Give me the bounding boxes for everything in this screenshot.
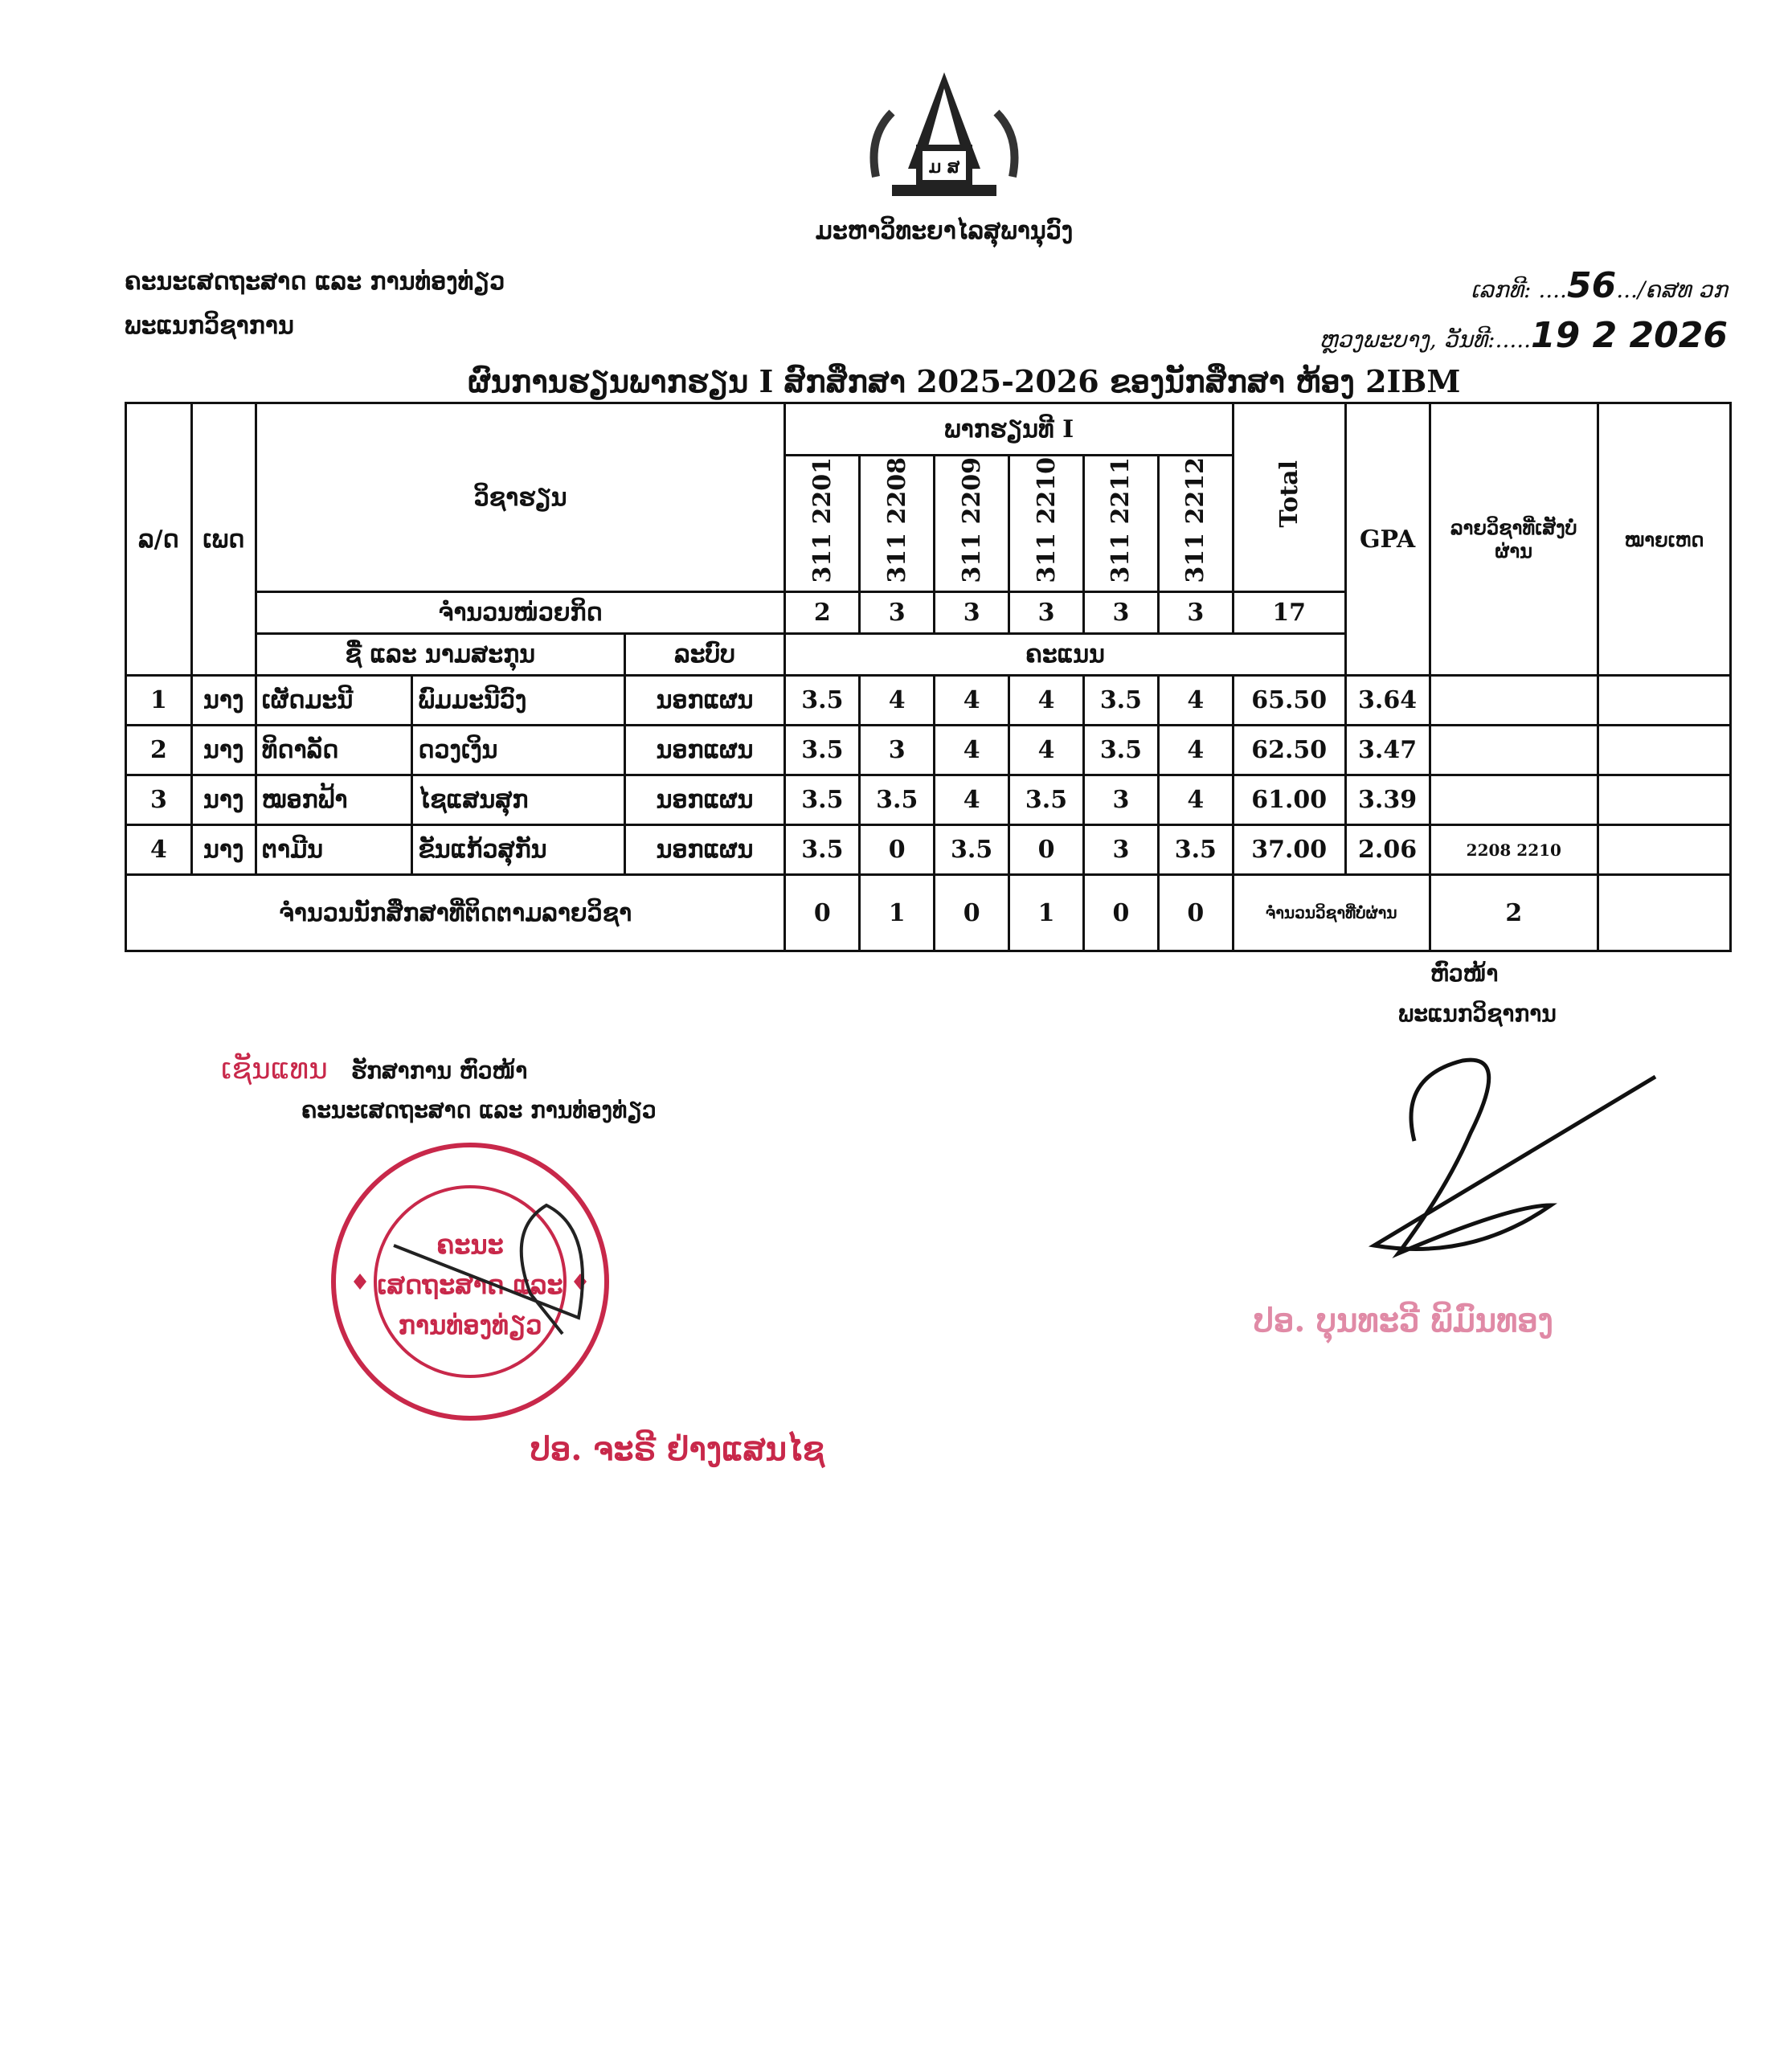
- left-sign-faculty: ຄະນະເສດຖະສາດ ແລະ ການທ່ອງທ່ຽວ: [301, 1097, 657, 1123]
- course-code-text: 311 2212: [1181, 457, 1210, 583]
- row-score: 3.5: [785, 775, 860, 825]
- summary-value: 1: [860, 875, 935, 951]
- row-no: 2: [126, 726, 192, 775]
- logo-text: ມ ສ: [928, 157, 960, 178]
- row-score: 3.5: [785, 676, 860, 726]
- row-failed-subjects: 2208 2210: [1430, 825, 1598, 875]
- credit-value: 3: [1009, 592, 1084, 634]
- header-subject: ວິຊາຮຽນ: [256, 403, 785, 592]
- row-gender: ນາງ: [191, 676, 256, 726]
- row-last-name: ຂັນແກ້ວສຸກັນ: [412, 825, 624, 875]
- row-score: 4: [860, 676, 935, 726]
- row-score: 4: [1158, 676, 1233, 726]
- credit-value: 3: [935, 592, 1009, 634]
- on-behalf-label: ເຊັນແທນ: [221, 1053, 328, 1086]
- row-first-name: ເຜັດມະນີ: [256, 676, 412, 726]
- row-score: 3.5: [785, 825, 860, 875]
- row-note: [1598, 825, 1731, 875]
- faculty-name: ຄະນະເສດຖະສາດ ແລະ ການທ່ອງທ່ຽວ: [125, 268, 505, 296]
- row-plan: ນອກແຜນ: [624, 775, 785, 825]
- course-code-text: 311 2209: [957, 457, 986, 583]
- failed-count-label: ຈຳນວນວິຊາທີ່ບໍ່ຜ່ານ: [1233, 875, 1430, 951]
- row-score: 4: [935, 726, 1009, 775]
- grades-table: [125, 402, 1732, 952]
- row-total: 37.00: [1233, 825, 1345, 875]
- university-name: ມະຫາວິທະຍາໄລສຸພານຸວົງ: [815, 217, 1074, 245]
- course-code: [1158, 456, 1233, 592]
- department-name: ພະແນກວິຊາການ: [125, 312, 294, 340]
- row-score: 4: [1009, 676, 1084, 726]
- row-first-name: ໝອກຟ້າ: [256, 775, 412, 825]
- summary-note: [1598, 875, 1731, 951]
- stamp-line2: ເສດຖະສາດ ແລະ: [377, 1270, 563, 1300]
- row-failed-subjects: [1430, 676, 1598, 726]
- row-gpa: 3.47: [1345, 726, 1430, 775]
- table-row: [126, 825, 1731, 875]
- stamp-line3: ການທ່ອງທ່ຽວ: [398, 1310, 542, 1340]
- document-date: ຫຼວງພະບາງ, ວັນທີ:.....19 2 2026: [1319, 315, 1728, 356]
- row-score: 3.5: [1158, 825, 1233, 875]
- row-score: 0: [1009, 825, 1084, 875]
- row-score: 4: [1158, 775, 1233, 825]
- summary-value: 0: [935, 875, 1009, 951]
- row-failed-subjects: [1430, 726, 1598, 775]
- row-no: 3: [126, 775, 192, 825]
- row-score: 4: [1158, 726, 1233, 775]
- row-score: 3: [1083, 775, 1158, 825]
- row-score: 3.5: [1009, 775, 1084, 825]
- row-total: 61.00: [1233, 775, 1345, 825]
- header-total-text: Total: [1274, 460, 1303, 528]
- course-code-text: 311 2211: [1107, 457, 1135, 583]
- table-row: [126, 775, 1731, 825]
- summary-label: ຈຳນວນນັກສຶກສາທີ່ຕິດຕາມລາຍວິຊາ: [126, 875, 785, 951]
- page-title: ຜົນການຮຽນພາກຮຽນ I ສົກສຶກສາ 2025-2026 ຂອງນັກສຶກສາ ຫ້ອງ 2IBM: [468, 363, 1461, 399]
- university-emblem: [860, 64, 1029, 213]
- failed-count: 2: [1430, 875, 1598, 951]
- summary-value: 0: [1083, 875, 1158, 951]
- credit-value: 3: [1158, 592, 1233, 634]
- row-failed-subjects: [1430, 775, 1598, 825]
- credits-total: 17: [1233, 592, 1345, 634]
- row-first-name: ທິດາລັດ: [256, 726, 412, 775]
- left-sign-name: ປອ. ຈະຣີ ຢ່າງແສນໄຊ: [530, 1430, 824, 1468]
- header-gender: ເພດ: [191, 403, 256, 676]
- doc-number-suffix: /ຄສທ ວກ: [1637, 276, 1728, 303]
- table-row: [126, 726, 1731, 775]
- row-gender: ນາງ: [191, 775, 256, 825]
- right-sign-title: ຫົວໜ້າ: [1430, 960, 1499, 987]
- credit-value: 2: [785, 592, 860, 634]
- row-gender: ນາງ: [191, 726, 256, 775]
- date-value: 19 2 2026: [1531, 315, 1728, 356]
- plan-label: ລະບົບ: [624, 634, 785, 676]
- left-sign-heading: [221, 1053, 527, 1086]
- right-sign-name: ປອ. ບຸນທະວີ ພິມົນທອງ: [1254, 1302, 1553, 1339]
- course-code-text: 311 2208: [882, 457, 911, 583]
- row-score: 0: [860, 825, 935, 875]
- row-gpa: 2.06: [1345, 825, 1430, 875]
- summary-value: 0: [785, 875, 860, 951]
- header-total: [1233, 403, 1345, 592]
- row-note: [1598, 775, 1731, 825]
- course-code: [1083, 456, 1158, 592]
- course-code-text: 311 2210: [1032, 457, 1061, 583]
- row-score: 3.5: [785, 726, 860, 775]
- header-failed-subjects: ລາຍວິຊາທີ່ເສັງບໍ່ຜ່ານ: [1430, 403, 1598, 676]
- row-plan: ນອກແຜນ: [624, 825, 785, 875]
- header-no: ລ/ດ: [126, 403, 192, 676]
- row-plan: ນອກແຜນ: [624, 676, 785, 726]
- summary-value: 1: [1009, 875, 1084, 951]
- row-gpa: 3.64: [1345, 676, 1430, 726]
- row-score: 4: [935, 775, 1009, 825]
- row-first-name: ຕາມີນ: [256, 825, 412, 875]
- row-last-name: ພົມມະນີວົງ: [412, 676, 624, 726]
- faculty-stamp: [321, 1133, 619, 1430]
- row-score: 3.5: [860, 775, 935, 825]
- row-last-name: ດວງເງິນ: [412, 726, 624, 775]
- row-last-name: ໄຊແສນສຸກ: [412, 775, 624, 825]
- header-semester: ພາກຮຽນທີ I: [785, 403, 1233, 456]
- row-no: 1: [126, 676, 192, 726]
- course-code-text: 311 2201: [808, 457, 837, 583]
- row-plan: ນອກແຜນ: [624, 726, 785, 775]
- score-label: ຄະແນນ: [785, 634, 1345, 676]
- course-code: [1009, 456, 1084, 592]
- stamp-line1: ຄະນະ: [436, 1229, 504, 1260]
- row-total: 62.50: [1233, 726, 1345, 775]
- doc-number-value: 56: [1566, 265, 1617, 306]
- row-score: 4: [1009, 726, 1084, 775]
- summary-value: 0: [1158, 875, 1233, 951]
- right-sign-dept: ພະແນກວິຊາການ: [1398, 1000, 1557, 1027]
- row-gpa: 3.39: [1345, 775, 1430, 825]
- row-score: 3: [860, 726, 935, 775]
- left-sign-role: ຮັກສາການ ຫົວໜ້າ: [351, 1057, 528, 1084]
- row-note: [1598, 676, 1731, 726]
- row-score: 3.5: [935, 825, 1009, 875]
- table-row: [126, 676, 1731, 726]
- row-score: 4: [935, 676, 1009, 726]
- course-code: [935, 456, 1009, 592]
- row-total: 65.50: [1233, 676, 1345, 726]
- doc-number-label: ເລກທີ: [1471, 276, 1524, 303]
- name-label: ຊື່ ແລະ ນາມສະກຸນ: [256, 634, 624, 676]
- summary-row: [126, 875, 1731, 951]
- row-score: 3.5: [1083, 676, 1158, 726]
- row-score: 3.5: [1083, 726, 1158, 775]
- right-signature: [1350, 1045, 1671, 1286]
- row-score: 3: [1083, 825, 1158, 875]
- header-gpa: GPA: [1345, 403, 1430, 676]
- document-number: ເລກທີ: ....56.../ຄສທ ວກ: [1471, 265, 1728, 306]
- credit-value: 3: [1083, 592, 1158, 634]
- date-label: ຫຼວງພະບາງ, ວັນທີ: [1319, 326, 1488, 353]
- row-note: [1598, 726, 1731, 775]
- row-gender: ນາງ: [191, 825, 256, 875]
- course-code: [860, 456, 935, 592]
- row-no: 4: [126, 825, 192, 875]
- course-code: [785, 456, 860, 592]
- credit-value: 3: [860, 592, 935, 634]
- header-note: ໝາຍເຫດ: [1598, 403, 1731, 676]
- credits-label: ຈຳນວນໜ່ວຍກິດ: [256, 592, 785, 634]
